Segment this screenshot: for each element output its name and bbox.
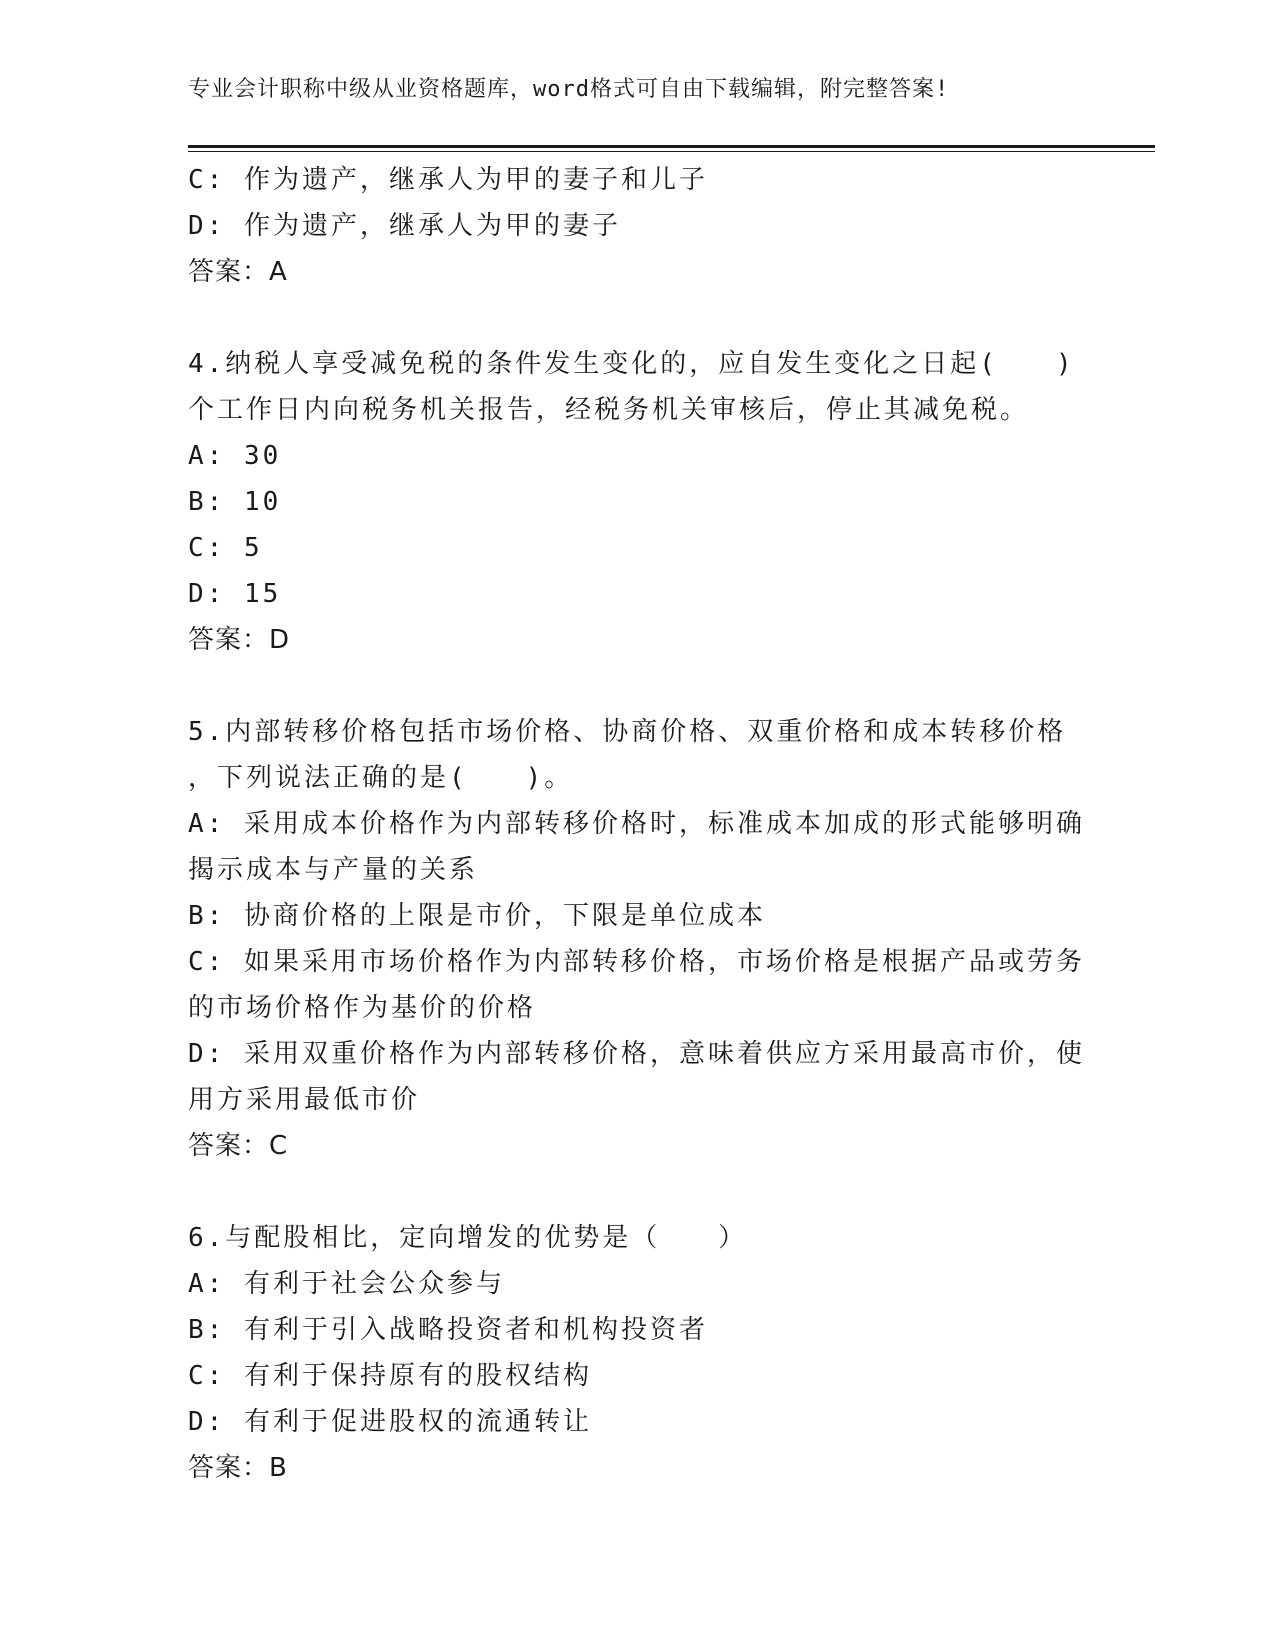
option-c-continued: 的市场价格作为基价的价格	[188, 993, 537, 1023]
option-c: C: 有利于保持原有的股权结构	[188, 1361, 592, 1391]
header-divider-thin	[188, 151, 1155, 152]
question-stem: 5.内部转移价格包括市场价格、协商价格、双重价格和成本转移价格	[188, 717, 1067, 747]
spacer	[188, 663, 1088, 709]
prev-question-block	[188, 157, 1088, 295]
answer-line: 答案：B	[188, 1453, 288, 1483]
option-c: C: 5	[188, 533, 263, 563]
option-c: C: 作为遗产，继承人为甲的妻子和儿子	[188, 165, 708, 195]
question-stem: 6.与配股相比，定向增发的优势是（ ）	[188, 1223, 748, 1253]
question-stem: 个工作日内向税务机关报告，经税务机关审核后，停止其减免税。	[188, 395, 1030, 425]
option-a: A: 采用成本价格作为内部转移价格时，标准成本加成的形式能够明确	[188, 809, 1085, 839]
question-4	[188, 341, 1088, 663]
spacer	[188, 295, 1088, 341]
option-d: D: 作为遗产，继承人为甲的妻子	[188, 211, 621, 241]
option-c: C: 如果采用市场价格作为内部转移价格，市场价格是根据产品或劳务	[188, 947, 1085, 977]
page-header: 专业会计职称中级从业资格题库，word格式可自由下载编辑，附完整答案!	[188, 77, 950, 102]
answer-line: 答案：C	[188, 1131, 289, 1161]
spacer	[188, 1169, 1088, 1215]
question-stem: ，下列说法正确的是( )。	[188, 763, 574, 793]
option-a: A: 有利于社会公众参与	[188, 1269, 505, 1299]
question-content	[188, 157, 1088, 1491]
question-stem: 4.纳税人享受减免税的条件发生变化的，应自发生变化之日起( )	[188, 349, 1075, 379]
option-d: D: 采用双重价格作为内部转移价格，意味着供应方采用最高市价，使	[188, 1039, 1085, 1069]
answer-line: 答案：A	[188, 257, 288, 287]
option-d-continued: 用方采用最低市价	[188, 1085, 421, 1115]
question-6	[188, 1215, 1088, 1491]
option-d: D: 有利于促进股权的流通转让	[188, 1407, 592, 1437]
option-d: D: 15	[188, 579, 282, 609]
option-a: A: 30	[188, 441, 282, 471]
answer-line: 答案：D	[188, 625, 291, 655]
question-5	[188, 709, 1088, 1169]
option-b: B: 10	[188, 487, 282, 517]
option-b: B: 协商价格的上限是市价，下限是单位成本	[188, 901, 766, 931]
option-b: B: 有利于引入战略投资者和机构投资者	[188, 1315, 708, 1345]
header-divider-thick	[188, 145, 1155, 148]
option-a-continued: 揭示成本与产量的关系	[188, 855, 479, 885]
